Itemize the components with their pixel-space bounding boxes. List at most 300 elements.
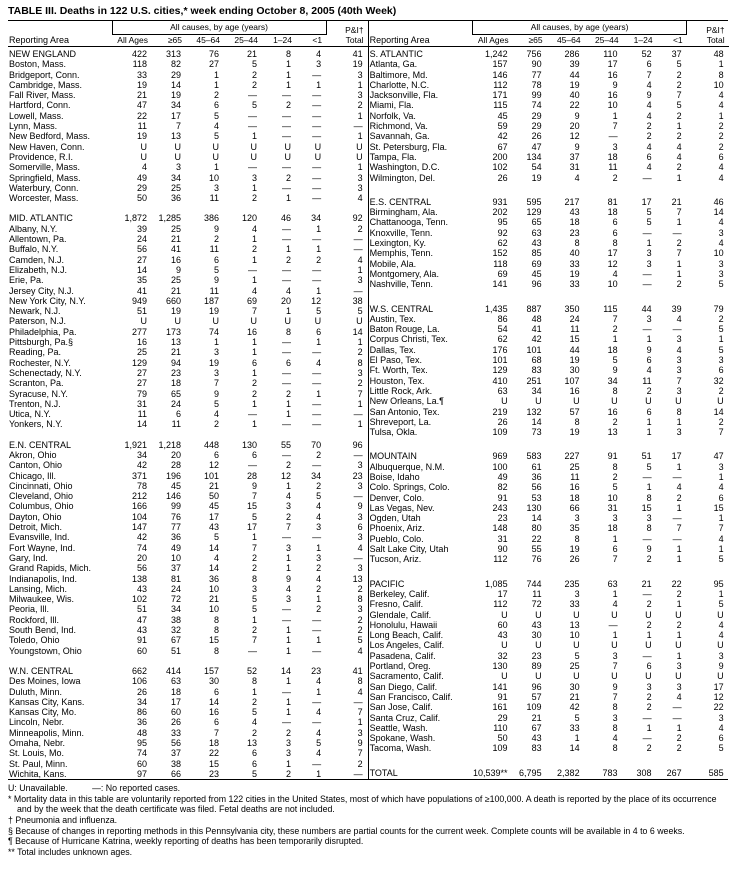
value-cell: 1 <box>676 650 682 661</box>
reporting-area-cell: Albany, N.Y. <box>9 223 58 234</box>
value-cell: 4 <box>141 162 147 173</box>
value-cell: 63 <box>170 676 181 687</box>
value-cell: 4 <box>316 573 322 584</box>
value-cell: 3 <box>646 258 652 269</box>
value-cell: 95 <box>136 738 147 748</box>
value-cell: 1 <box>316 337 322 348</box>
value-cell: 83 <box>531 743 542 754</box>
value-cell: 95 <box>497 217 508 228</box>
value-cell: U <box>250 141 257 152</box>
value-cell: — <box>248 460 257 471</box>
value-cell: 5 <box>251 604 257 615</box>
value-cell: 74 <box>531 100 542 111</box>
value-cell: 4 <box>676 151 682 162</box>
reporting-area-cell: Paterson, N.J. <box>9 316 67 327</box>
value-cell: 217 <box>564 196 580 207</box>
reporting-area-cell: Erie, Pa. <box>9 275 44 286</box>
value-cell: 1 <box>316 542 322 553</box>
value-cell: 2 <box>646 554 652 565</box>
value-cell: — <box>248 645 257 656</box>
value-cell: 91 <box>497 691 508 702</box>
value-cell: 33 <box>136 69 147 80</box>
value-cell: 109 <box>492 427 508 438</box>
value-cell: 1 <box>251 614 257 625</box>
value-cell: U <box>501 640 508 651</box>
value-cell: — <box>353 552 363 563</box>
city-row <box>8 543 368 553</box>
value-cell: 17 <box>170 110 181 121</box>
value-cell: 2 <box>285 727 291 738</box>
value-cell: — <box>282 234 291 245</box>
value-cell: 72 <box>170 594 181 605</box>
value-cell: U <box>675 396 682 407</box>
value-cell: 8 <box>646 523 652 534</box>
value-cell: 42 <box>569 702 580 713</box>
value-cell: 7 <box>612 661 618 672</box>
value-cell: 55 <box>531 544 542 555</box>
value-cell: 1 <box>213 337 219 348</box>
value-cell: 11 <box>570 324 580 335</box>
value-cell: 9 <box>646 544 652 555</box>
city-row <box>8 378 368 388</box>
value-cell: 5 <box>718 554 724 565</box>
reporting-area-cell: San Antonio, Tex. <box>369 406 440 417</box>
city-row <box>369 589 729 599</box>
city-row <box>369 314 729 324</box>
value-cell: 8 <box>718 69 724 80</box>
value-cell: 21 <box>170 234 181 245</box>
value-cell: 5 <box>718 279 724 290</box>
value-cell: 4 <box>285 583 291 594</box>
value-cell: 24 <box>569 313 580 324</box>
value-cell: 19 <box>136 79 147 90</box>
value-cell: 21 <box>246 49 257 59</box>
reporting-area-cell: Rochester, N.Y. <box>9 357 71 368</box>
value-cell: 36 <box>531 471 542 482</box>
reporting-area-header: Reporting Area <box>8 21 112 47</box>
value-cell: 8 <box>285 49 291 59</box>
value-cell: 7 <box>251 542 257 553</box>
value-cell: 1 <box>357 264 363 275</box>
value-cell: — <box>248 409 257 420</box>
value-cell: 85 <box>531 248 542 259</box>
value-cell: — <box>312 696 322 707</box>
value-cell: U <box>717 671 724 682</box>
value-cell: 73 <box>531 427 542 438</box>
value-cell: 3 <box>357 90 363 101</box>
value-cell: 77 <box>531 69 542 80</box>
value-cell: 39 <box>671 303 682 314</box>
value-cell: 5 <box>646 461 652 472</box>
value-cell: 6 <box>646 151 652 162</box>
value-cell: 196 <box>165 470 181 481</box>
value-cell: 38 <box>352 295 363 306</box>
value-cell: 173 <box>165 326 181 337</box>
reporting-area-cell: Kansas City, Mo. <box>9 707 77 718</box>
reporting-area-cell: Springfield, Mass. <box>9 172 81 183</box>
value-cell: U <box>314 316 322 327</box>
city-row <box>8 409 368 419</box>
value-cell: — <box>312 131 322 142</box>
region-row <box>8 666 368 676</box>
value-cell: 22 <box>713 702 724 713</box>
value-cell: 3 <box>612 513 618 524</box>
value-cell: 18 <box>607 151 618 162</box>
value-cell: 69 <box>246 295 257 306</box>
value-cell: 14 <box>208 563 219 574</box>
value-cell: 9 <box>285 573 291 584</box>
value-cell: 8 <box>574 416 580 427</box>
value-cell: 2 <box>251 552 257 563</box>
value-cell: 5 <box>316 738 322 748</box>
value-cell: 5 <box>251 511 257 522</box>
value-cell: 7 <box>676 207 682 218</box>
reporting-area-cell: Des Moines, Iowa <box>9 676 81 687</box>
section-spacer <box>369 290 729 304</box>
spacer-cell <box>369 290 729 304</box>
city-row <box>369 376 729 386</box>
value-cell: 77 <box>170 522 181 533</box>
value-cell: 39 <box>569 59 580 70</box>
value-cell: 22 <box>531 533 542 544</box>
value-cell: 13 <box>246 738 257 748</box>
value-cell: — <box>282 275 291 286</box>
value-cell: 227 <box>564 451 580 462</box>
value-cell: 30 <box>569 681 580 692</box>
value-cell: — <box>312 378 322 389</box>
reporting-area-cell: Baltimore, Md. <box>369 69 428 80</box>
value-cell: 8 <box>612 238 618 249</box>
value-cell: 8 <box>357 676 363 687</box>
value-cell: 112 <box>493 599 508 610</box>
value-cell: 90 <box>531 59 542 70</box>
value-cell: — <box>642 533 652 544</box>
value-cell: 660 <box>165 295 181 306</box>
reporting-area-cell: Houston, Tex. <box>369 375 425 386</box>
reporting-area-cell: Tulsa, Okla. <box>369 427 418 438</box>
value-cell: 1 <box>676 554 682 565</box>
city-row <box>8 193 368 203</box>
value-cell: 8 <box>676 406 682 417</box>
value-cell: 6 <box>646 661 652 672</box>
value-cell: U <box>611 671 618 682</box>
city-row <box>8 501 368 511</box>
value-cell: 34 <box>607 375 618 386</box>
value-cell: 1 <box>251 337 257 348</box>
value-cell: 82 <box>497 482 508 493</box>
value-cell: 1 <box>574 733 580 744</box>
value-cell: 132 <box>526 406 542 417</box>
reporting-area-cell: MID. ATLANTIC <box>9 213 73 224</box>
value-cell: 130 <box>526 502 542 513</box>
value-cell: 5 <box>612 482 618 493</box>
value-cell: 386 <box>203 213 219 224</box>
spacer-cell <box>369 437 729 451</box>
value-cell: 6 <box>718 492 724 503</box>
value-cell: 3 <box>285 542 291 553</box>
value-cell: 422 <box>131 49 147 59</box>
value-cell: — <box>672 324 682 335</box>
value-cell: 69 <box>531 258 542 269</box>
city-row <box>8 286 368 296</box>
reporting-area-cell: Corpus Christi, Tex. <box>369 334 448 345</box>
value-cell: 9 <box>213 275 219 286</box>
value-cell: 6 <box>251 748 257 759</box>
value-cell: 1 <box>718 544 724 555</box>
footnote-dagger: † Pneumonia and influenza. <box>8 814 118 825</box>
value-cell: 2 <box>612 471 618 482</box>
value-cell: 5 <box>213 398 219 409</box>
reporting-area-cell: Columbus, Ohio <box>9 501 74 512</box>
value-cell: 28 <box>170 460 181 471</box>
value-cell: U <box>675 609 682 620</box>
city-row <box>369 152 729 162</box>
spacer-cell <box>369 754 729 768</box>
col-header-lt1: <1 <box>296 34 326 47</box>
city-row <box>369 743 729 753</box>
value-cell: — <box>312 532 322 543</box>
value-cell: — <box>353 121 363 132</box>
section-spacer <box>369 565 729 579</box>
value-cell: 10,539** <box>473 767 508 778</box>
value-cell: 595 <box>526 196 542 207</box>
value-cell: 1 <box>676 544 682 555</box>
value-cell: 22 <box>136 110 147 121</box>
value-cell: 138 <box>131 573 147 584</box>
value-cell: 62 <box>497 238 508 249</box>
city-row <box>369 523 729 533</box>
value-cell: 43 <box>497 630 508 641</box>
value-cell: — <box>672 471 682 482</box>
value-cell: U <box>212 141 219 152</box>
city-row <box>8 471 368 481</box>
value-cell: U <box>611 609 618 620</box>
value-cell: 48 <box>136 727 147 738</box>
value-cell: 25 <box>569 461 580 472</box>
city-row <box>8 512 368 522</box>
value-cell: — <box>672 712 682 723</box>
value-cell: 7 <box>676 375 682 386</box>
value-cell: 9 <box>213 223 219 234</box>
value-cell: 19 <box>170 90 181 101</box>
value-cell: 1,921 <box>124 439 147 450</box>
value-cell: 25 <box>170 275 181 286</box>
value-cell: 3 <box>676 385 682 396</box>
value-cell: 8 <box>213 625 219 636</box>
city-row <box>369 228 729 238</box>
value-cell: — <box>312 758 322 769</box>
value-cell: 5 <box>213 131 219 142</box>
city-row <box>8 594 368 604</box>
value-cell: 72 <box>531 599 542 610</box>
value-cell: 51 <box>641 451 652 462</box>
value-cell: — <box>248 110 257 121</box>
value-cell: 3 <box>175 162 181 173</box>
value-cell: U <box>174 141 181 152</box>
value-cell: — <box>312 264 322 275</box>
value-cell: 152 <box>492 248 508 259</box>
value-cell: U <box>717 396 724 407</box>
city-row <box>369 324 729 334</box>
region-row <box>8 47 368 60</box>
value-cell: 3 <box>718 227 724 238</box>
value-cell: 146 <box>492 69 508 80</box>
value-cell: 19 <box>531 172 542 183</box>
value-cell: 23 <box>311 665 322 676</box>
reporting-area-cell: W.S. CENTRAL <box>369 303 434 314</box>
value-cell: 14 <box>208 542 219 553</box>
value-cell: 783 <box>602 767 618 778</box>
value-cell: 2 <box>316 480 322 491</box>
value-cell: — <box>608 619 618 630</box>
value-cell: 2 <box>285 768 291 779</box>
value-cell: 5 <box>251 707 257 718</box>
value-cell: 31 <box>569 162 580 173</box>
city-row <box>8 697 368 707</box>
value-cell: 23 <box>531 650 542 661</box>
value-cell: 1 <box>676 217 682 228</box>
value-cell: 3 <box>676 365 682 376</box>
value-cell: 44 <box>641 303 652 314</box>
col-header-1-24: 1–24 <box>623 34 657 47</box>
region-row <box>369 47 729 60</box>
value-cell: U <box>675 671 682 682</box>
reporting-area-cell: Providence, R.I. <box>9 151 74 162</box>
value-cell: — <box>642 227 652 238</box>
value-cell: 2 <box>357 100 363 111</box>
value-cell: 350 <box>564 303 580 314</box>
value-cell: 2 <box>251 388 257 399</box>
value-cell: 34 <box>170 100 181 111</box>
value-cell: 55 <box>280 439 291 450</box>
value-cell: 7 <box>213 727 219 738</box>
value-cell: 1 <box>718 513 724 524</box>
city-row <box>369 70 729 80</box>
value-cell: 4 <box>676 482 682 493</box>
value-cell: 41 <box>352 665 363 676</box>
value-cell: 1 <box>251 398 257 409</box>
value-cell: 7 <box>718 523 724 534</box>
value-cell: 18 <box>607 344 618 355</box>
reporting-area-cell: Utica, N.Y. <box>9 409 51 420</box>
value-cell: 118 <box>493 258 508 269</box>
value-cell: 34 <box>311 470 322 481</box>
value-cell: 102 <box>131 594 147 605</box>
reporting-area-cell: Denver, Colo. <box>369 492 425 503</box>
value-cell: 43 <box>569 207 580 218</box>
value-cell: 15 <box>641 502 652 513</box>
value-cell: — <box>282 90 291 101</box>
value-cell: 1 <box>213 79 219 90</box>
value-cell: 25 <box>170 182 181 193</box>
value-cell: 3 <box>316 552 322 563</box>
reporting-area-cell: Chattanooga, Tenn. <box>369 217 448 228</box>
value-cell: 2 <box>285 511 291 522</box>
value-cell: 33 <box>170 727 181 738</box>
reporting-area-cell: Portland, Oreg. <box>369 661 431 672</box>
city-row <box>369 702 729 712</box>
right-table-body <box>369 47 729 779</box>
value-cell: 1 <box>316 285 322 296</box>
value-cell: 1 <box>676 172 682 183</box>
city-row <box>8 584 368 594</box>
reporting-area-cell: Las Vegas, Nev. <box>369 502 435 513</box>
value-cell: 1,435 <box>485 303 508 314</box>
value-cell: 1 <box>316 79 322 90</box>
value-cell: 4 <box>646 110 652 121</box>
value-cell: 4 <box>251 717 257 728</box>
value-cell: 4 <box>213 121 219 132</box>
reporting-area-cell: Spokane, Wash. <box>369 733 436 744</box>
value-cell: U <box>140 316 147 327</box>
value-cell: 3 <box>646 248 652 259</box>
value-cell: 47 <box>531 141 542 152</box>
value-cell: 4 <box>646 365 652 376</box>
value-cell: 4 <box>285 285 291 296</box>
value-cell: 1 <box>357 131 363 142</box>
reporting-area-cell: Toledo, Ohio <box>9 635 60 646</box>
city-row <box>369 671 729 681</box>
value-cell: 68 <box>531 355 542 366</box>
value-cell: 5 <box>718 743 724 754</box>
city-row <box>8 275 368 285</box>
city-row <box>8 707 368 717</box>
value-cell: 14 <box>208 696 219 707</box>
value-cell: 148 <box>492 523 508 534</box>
value-cell: — <box>312 110 322 121</box>
value-cell: 1,218 <box>158 439 181 450</box>
value-cell: 5 <box>718 324 724 335</box>
value-cell: 2 <box>285 254 291 265</box>
reporting-area-cell: Buffalo, N.Y. <box>9 244 59 255</box>
city-row <box>8 337 368 347</box>
value-cell: 308 <box>636 767 652 778</box>
value-cell: 1 <box>646 427 652 438</box>
value-cell: 1 <box>646 482 652 493</box>
value-cell: 10 <box>713 79 724 90</box>
reporting-area-cell: Gary, Ind. <box>9 552 48 563</box>
value-cell: 4 <box>357 542 363 553</box>
value-cell: 34 <box>136 449 147 460</box>
value-cell: 1 <box>357 337 363 348</box>
value-cell: 585 <box>708 767 724 778</box>
city-row <box>369 217 729 227</box>
value-cell: 45 <box>170 480 181 491</box>
value-cell: 2 <box>646 385 652 396</box>
value-cell: 36 <box>170 532 181 543</box>
value-cell: 8 <box>574 533 580 544</box>
value-cell: 1 <box>285 645 291 656</box>
value-cell: U <box>140 141 147 152</box>
reporting-area-cell: Washington, D.C. <box>369 162 440 173</box>
value-cell: 4 <box>718 482 724 493</box>
value-cell: 46 <box>280 213 291 224</box>
value-cell: 44 <box>569 69 580 80</box>
value-cell: — <box>608 131 618 142</box>
value-cell: — <box>312 162 322 173</box>
value-cell: 17 <box>641 196 652 207</box>
value-cell: 1 <box>612 588 618 599</box>
value-cell: 19 <box>136 131 147 142</box>
value-cell: 104 <box>131 511 147 522</box>
value-cell: 8 <box>574 238 580 249</box>
reporting-area-cell: Canton, Ohio <box>9 460 63 471</box>
value-cell: 39 <box>136 223 147 234</box>
value-cell: 51 <box>136 604 147 615</box>
value-cell: — <box>282 347 291 358</box>
footnote-asterisk: * Mortality data in this table are voluntarily reported from 122 cities in the United States, most of which have populations of ≥100,000. A death is reported by the place of its occurrence and by the week that the death certificate was filed. Fetal deaths are not included. <box>8 793 719 815</box>
value-cell: 45 <box>497 110 508 121</box>
